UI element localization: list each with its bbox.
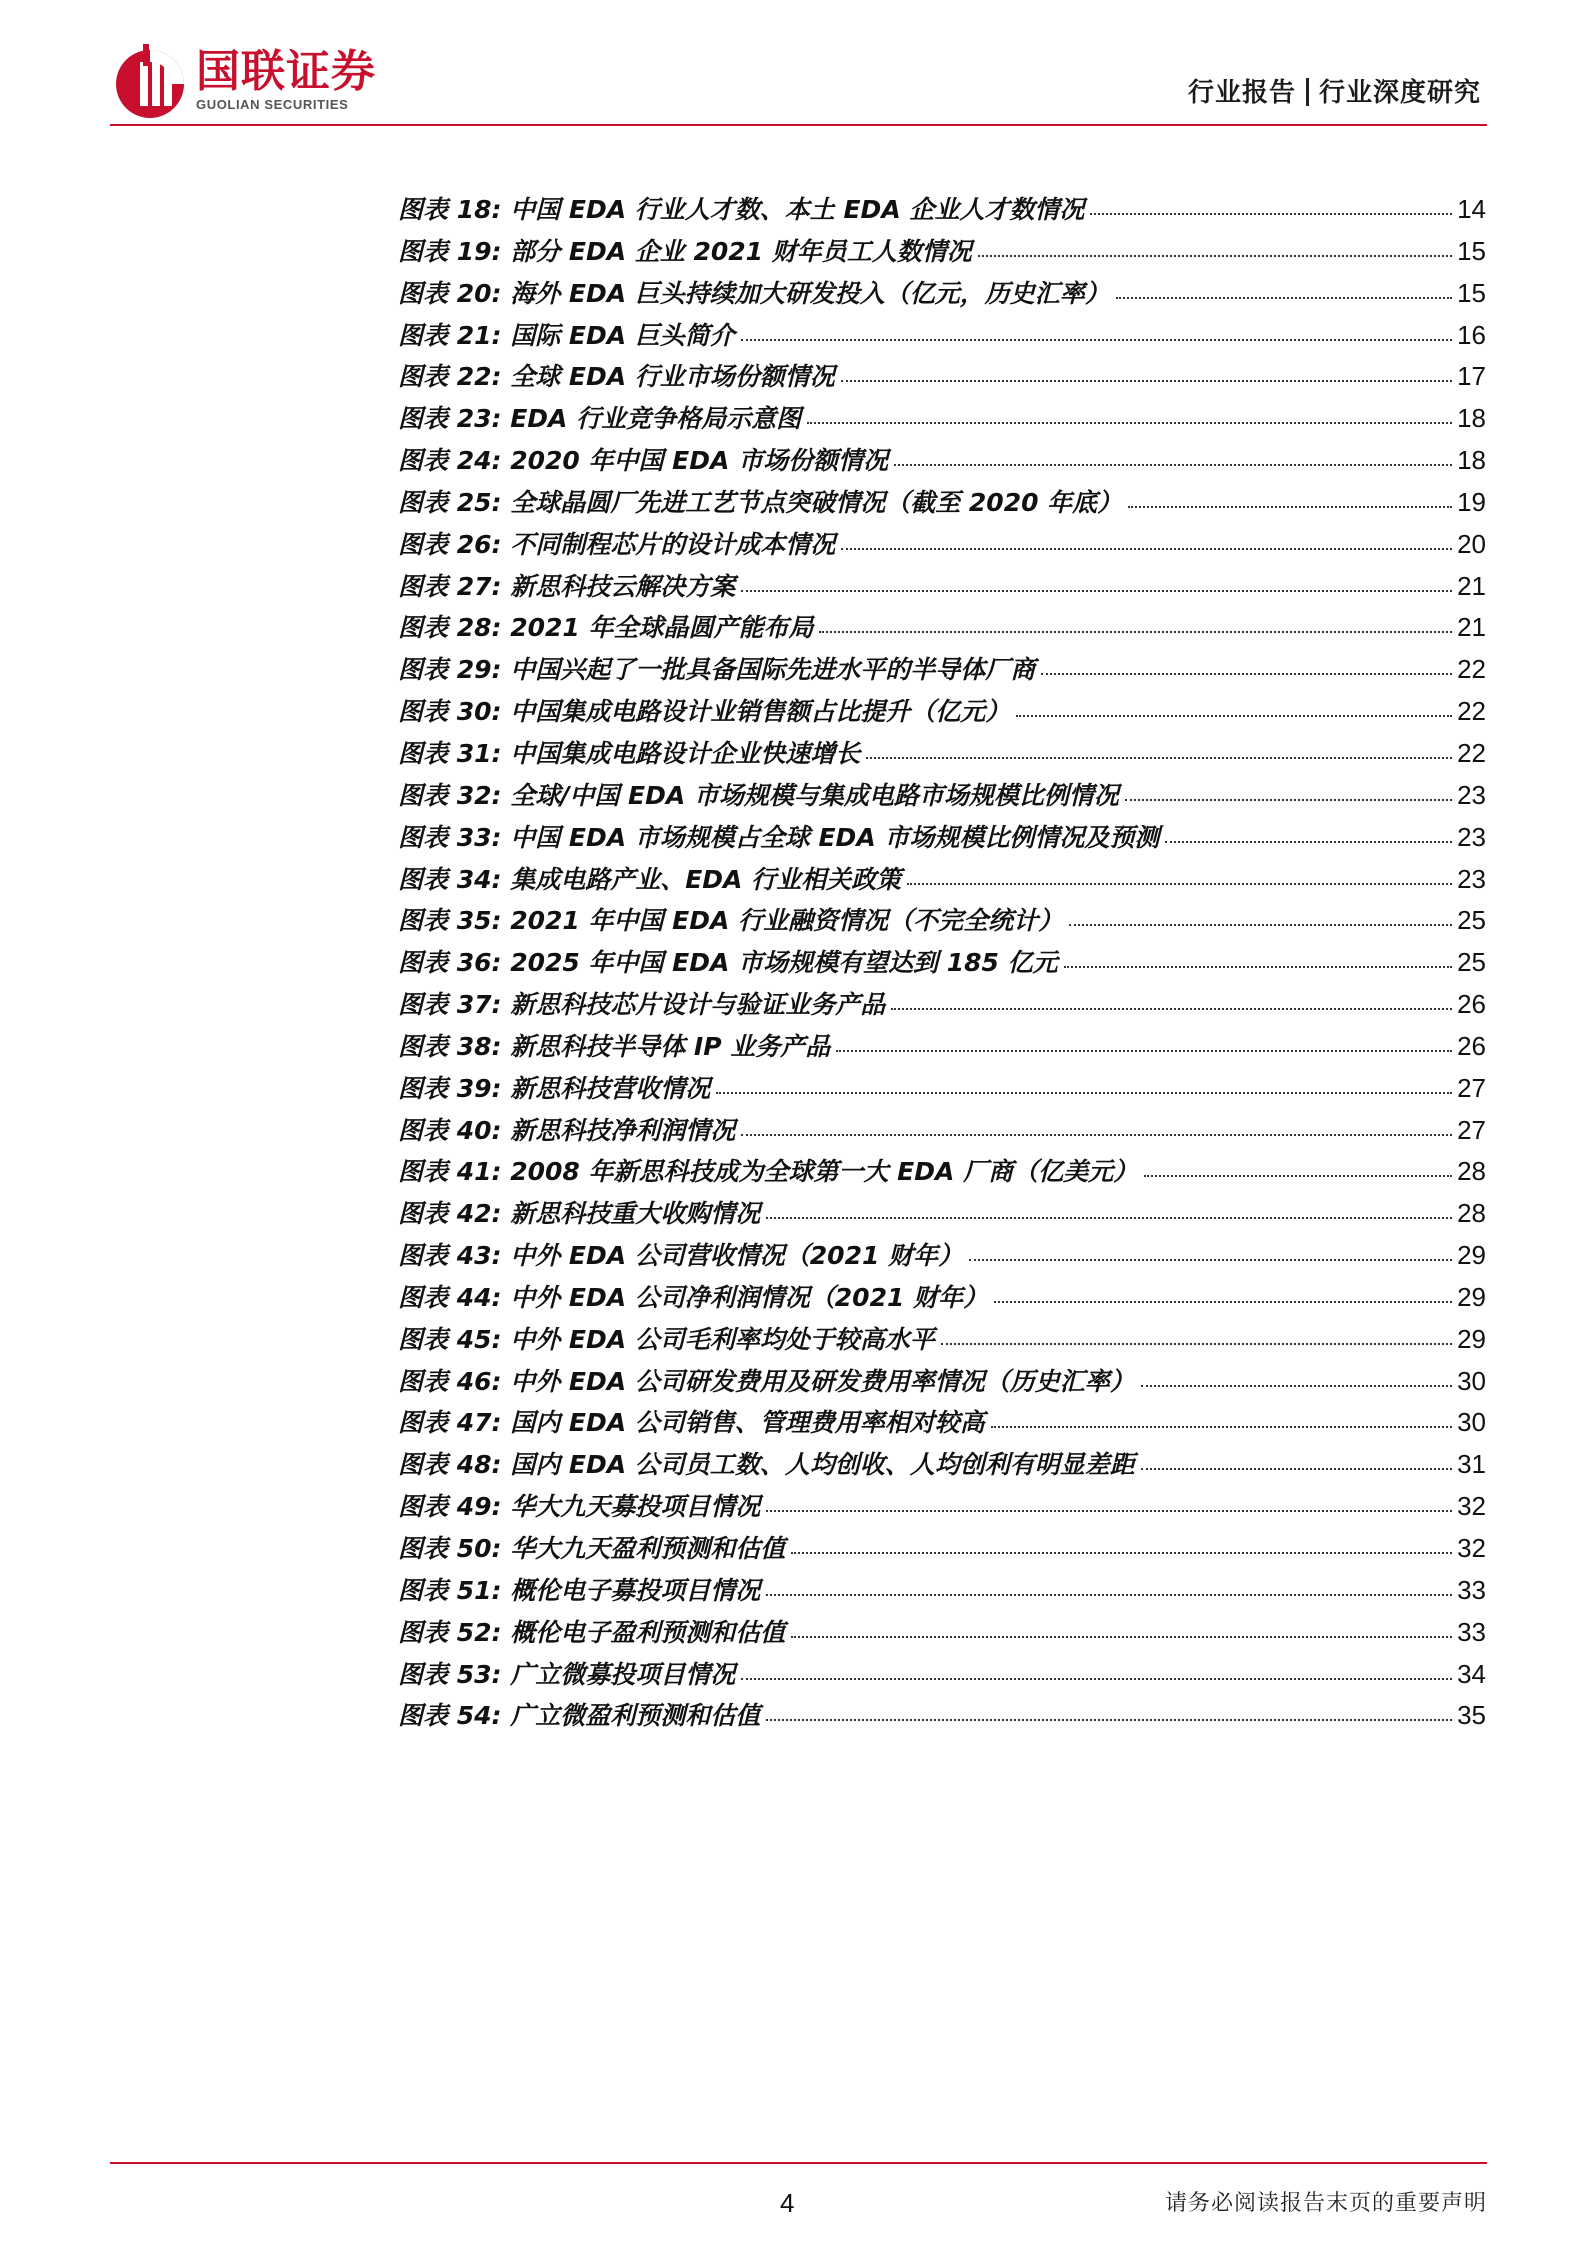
toc-entry[interactable] [398, 1529, 1486, 1571]
toc-entry-label: 图表 45: 中外 EDA 公司毛利率均处于较高水平 [398, 1324, 935, 1354]
report-category [1188, 72, 1481, 109]
toc-entry[interactable] [398, 650, 1486, 692]
toc-entry-page: 33 [1457, 1616, 1486, 1647]
toc-entry-page: 21 [1457, 612, 1486, 643]
toc-entry-page: 31 [1457, 1449, 1486, 1480]
toc-entry-label: 图表 50: 华大九天盈利预测和估值 [398, 1534, 786, 1563]
footer-disclaimer: 请务必阅读报告末页的重要声明 [1164, 2191, 1487, 2216]
toc-entry-label: 图表 27: 新思科技云解决方案 [398, 571, 736, 601]
toc-entry-page: 27 [1457, 1072, 1486, 1103]
toc-entry[interactable] [398, 1655, 1486, 1697]
toc-entry[interactable] [398, 190, 1486, 232]
toc-dot-leader [1116, 297, 1452, 299]
toc-entry-page: 25 [1457, 905, 1486, 936]
toc-entry[interactable] [398, 1278, 1486, 1320]
toc-entry[interactable] [398, 901, 1486, 943]
toc-entry-label: 图表 53: 广立微募投项目情况 [398, 1659, 736, 1689]
toc-dot-leader [791, 1636, 1452, 1638]
figure-table-of-contents [398, 190, 1486, 1738]
toc-dot-leader [1141, 1468, 1452, 1470]
toc-dot-leader [891, 1008, 1452, 1010]
toc-entry[interactable] [398, 1027, 1486, 1069]
toc-entry[interactable] [398, 1236, 1486, 1278]
toc-entry-page: 23 [1457, 821, 1486, 852]
toc-entry[interactable] [398, 1069, 1486, 1111]
toc-dot-leader [1016, 715, 1452, 717]
toc-entry-label: 图表 30: 中国集成电路设计业销售额占比提升（亿元） [398, 697, 1011, 727]
toc-entry-label: 图表 39: 新思科技营收情况 [398, 1073, 711, 1103]
toc-dot-leader [1125, 799, 1452, 801]
toc-entry-label: 图表 46: 中外 EDA 公司研发费用及研发费用率情况（历史汇率） [398, 1366, 1135, 1396]
toc-entry-page: 29 [1457, 1281, 1486, 1312]
toc-dot-leader [766, 1719, 1452, 1721]
toc-entry-page: 32 [1457, 1491, 1486, 1522]
toc-entry-page: 30 [1457, 1407, 1486, 1438]
toc-dot-leader [819, 631, 1452, 633]
toc-dot-leader [991, 1426, 1452, 1428]
toc-dot-leader [841, 548, 1452, 550]
toc-entry[interactable] [398, 357, 1486, 399]
toc-entry-label: 图表 48: 国内 EDA 公司员工数、人均创收、人均创利有明显差距 [398, 1450, 1135, 1480]
toc-entry[interactable] [398, 1320, 1486, 1362]
toc-entry-label: 图表 35: 2021 年中国 EDA 行业融资情况（不完全统计） [398, 906, 1064, 936]
toc-entry-page: 22 [1457, 654, 1486, 685]
toc-entry-page: 27 [1457, 1114, 1486, 1145]
toc-entry[interactable] [398, 1696, 1486, 1738]
toc-dot-leader [741, 339, 1452, 341]
toc-entry[interactable] [398, 567, 1486, 609]
toc-entry-label: 图表 36: 2025 年中国 EDA 市场规模有望达到 185 亿元 [398, 948, 1058, 978]
logo-chinese-name: 国联证券 [196, 45, 376, 97]
toc-entry-label: 图表 32: 全球/中国 EDA 市场规模与集成电路市场规模比例情况 [398, 780, 1119, 810]
toc-entry[interactable] [398, 232, 1486, 274]
page-number: 4 [780, 2188, 795, 2218]
toc-entry-page: 25 [1457, 947, 1486, 978]
toc-dot-leader [766, 1594, 1452, 1596]
toc-entry-page: 21 [1457, 570, 1486, 601]
toc-entry-page: 15 [1457, 235, 1486, 266]
toc-entry-page: 23 [1457, 779, 1486, 810]
toc-entry-label: 图表 31: 中国集成电路设计企业快速增长 [398, 738, 861, 768]
toc-entry-label: 图表 40: 新思科技净利润情况 [398, 1115, 736, 1145]
toc-entry-page: 33 [1457, 1574, 1486, 1605]
toc-dot-leader [1128, 506, 1452, 508]
toc-entry-label: 图表 23: EDA 行业竞争格局示意图 [398, 404, 802, 434]
toc-entry[interactable] [398, 274, 1486, 316]
toc-dot-leader [791, 1552, 1452, 1554]
report-subtype: 行业深度研究 [1318, 78, 1481, 108]
toc-entry-label: 图表 47: 国内 EDA 公司销售、管理费用率相对较高 [398, 1408, 985, 1438]
page-header [110, 40, 1487, 124]
toc-dot-leader [978, 255, 1452, 257]
toc-dot-leader [1144, 1175, 1452, 1177]
footer-divider [110, 2162, 1487, 2164]
toc-entry-page: 26 [1457, 1030, 1486, 1061]
toc-entry-label: 图表 28: 2021 年全球晶圆产能布局 [398, 613, 814, 643]
logo-english-name: GUOLIAN SECURITIES [196, 96, 349, 112]
toc-entry-page: 18 [1457, 403, 1486, 434]
toc-dot-leader [1090, 213, 1452, 215]
toc-entry-label: 图表 37: 新思科技芯片设计与验证业务产品 [398, 990, 886, 1020]
toc-entry-page: 26 [1457, 989, 1486, 1020]
toc-entry[interactable] [398, 943, 1486, 985]
toc-entry-label: 图表 21: 国际 EDA 巨头简介 [398, 320, 735, 350]
toc-entry-page: 32 [1457, 1533, 1486, 1563]
toc-dot-leader [1069, 924, 1452, 926]
toc-entry[interactable] [398, 316, 1486, 358]
toc-dot-leader [841, 380, 1452, 382]
toc-entry[interactable] [398, 1152, 1486, 1194]
toc-entry[interactable] [398, 608, 1486, 650]
toc-entry-page: 30 [1457, 1365, 1486, 1396]
toc-entry-label: 图表 49: 华大九天募投项目情况 [398, 1492, 761, 1522]
toc-entry[interactable] [398, 1111, 1486, 1153]
toc-entry-label: 图表 33: 中国 EDA 市场规模占全球 EDA 市场规模比例情况及预测 [398, 822, 1160, 852]
toc-dot-leader [894, 464, 1452, 466]
toc-entry-label: 图表 51: 概伦电子募投项目情况 [398, 1575, 761, 1605]
toc-dot-leader [766, 1510, 1452, 1512]
toc-entry[interactable] [398, 441, 1486, 483]
toc-entry-label: 图表 18: 中国 EDA 行业人才数、本土 EDA 企业人才数情况 [398, 195, 1085, 224]
toc-entry[interactable] [398, 818, 1486, 860]
toc-entry[interactable] [398, 399, 1486, 441]
toc-entry[interactable] [398, 1613, 1486, 1655]
toc-entry-page: 29 [1457, 1240, 1486, 1271]
toc-entry[interactable] [398, 776, 1486, 818]
toc-entry[interactable] [398, 1445, 1486, 1487]
toc-entry[interactable] [398, 1403, 1486, 1445]
toc-dot-leader [741, 1678, 1452, 1680]
toc-entry[interactable] [398, 1194, 1486, 1236]
toc-entry-label: 图表 54: 广立微盈利预测和估值 [398, 1701, 761, 1731]
toc-entry-label: 图表 26: 不同制程芯片的设计成本情况 [398, 529, 836, 559]
header-divider [110, 124, 1487, 126]
toc-entry-label: 图表 42: 新思科技重大收购情况 [398, 1199, 761, 1229]
toc-entry-label: 图表 52: 概伦电子盈利预测和估值 [398, 1617, 786, 1647]
toc-entry[interactable] [398, 1362, 1486, 1404]
toc-dot-leader [741, 1134, 1452, 1136]
company-logo [110, 40, 376, 120]
toc-entry-page: 22 [1457, 696, 1486, 727]
toc-dot-leader [1165, 841, 1452, 843]
toc-entry[interactable] [398, 1487, 1486, 1529]
toc-dot-leader [1141, 1385, 1452, 1387]
toc-dot-leader [807, 422, 1452, 424]
toc-dot-leader [969, 1259, 1452, 1261]
guolian-logo-icon [110, 40, 190, 120]
toc-entry-page: 28 [1457, 1156, 1486, 1187]
toc-entry-page: 28 [1457, 1198, 1486, 1229]
toc-entry-label: 图表 29: 中国兴起了一批具备国际先进水平的半导体厂商 [398, 655, 1036, 685]
toc-entry[interactable] [398, 483, 1486, 525]
toc-entry-label: 图表 43: 中外 EDA 公司营收情况（2021 财年） [398, 1241, 964, 1271]
toc-entry[interactable] [398, 1571, 1486, 1613]
toc-entry-label: 图表 24: 2020 年中国 EDA 市场份额情况 [398, 446, 889, 476]
toc-entry-label: 图表 20: 海外 EDA 巨头持续加大研发投入（亿元，历史汇率） [398, 278, 1110, 308]
toc-entry[interactable] [398, 692, 1486, 734]
toc-entry-label: 图表 34: 集成电路产业、EDA 行业相关政策 [398, 864, 902, 894]
toc-dot-leader [907, 883, 1452, 885]
toc-entry-page: 20 [1457, 528, 1486, 559]
toc-entry-page: 34 [1457, 1658, 1486, 1689]
toc-entry[interactable] [398, 734, 1486, 776]
toc-dot-leader [741, 590, 1452, 592]
toc-entry-page: 14 [1457, 194, 1486, 224]
toc-entry-label: 图表 22: 全球 EDA 行业市场份额情况 [398, 362, 835, 392]
toc-dot-leader [866, 757, 1452, 759]
header-separator [1306, 78, 1309, 106]
toc-entry[interactable] [398, 860, 1486, 902]
toc-dot-leader [941, 1343, 1452, 1345]
toc-entry-label: 图表 41: 2008 年新思科技成为全球第一大 EDA 厂商（亿美元） [398, 1157, 1139, 1187]
toc-entry-label: 图表 44: 中外 EDA 公司净利润情况（2021 财年） [398, 1282, 989, 1312]
toc-entry-page: 15 [1457, 277, 1486, 308]
toc-entry-page: 18 [1457, 445, 1486, 476]
toc-dot-leader [994, 1301, 1452, 1303]
toc-entry[interactable] [398, 985, 1486, 1027]
toc-dot-leader [766, 1217, 1452, 1219]
toc-entry-page: 22 [1457, 737, 1486, 768]
toc-entry-label: 图表 19: 部分 EDA 企业 2021 财年员工人数情况 [398, 236, 972, 266]
toc-dot-leader [836, 1050, 1452, 1052]
toc-entry[interactable] [398, 525, 1486, 567]
toc-entry-page: 16 [1457, 319, 1486, 350]
toc-entry-page: 17 [1457, 361, 1486, 392]
toc-entry-page: 29 [1457, 1323, 1486, 1354]
toc-entry-page: 23 [1457, 863, 1486, 894]
toc-dot-leader [716, 1092, 1452, 1094]
toc-entry-label: 图表 38: 新思科技半导体 IP 业务产品 [398, 1031, 831, 1061]
report-type: 行业报告 [1187, 78, 1296, 108]
toc-dot-leader [1064, 966, 1452, 968]
toc-dot-leader [1041, 673, 1452, 675]
toc-entry-label: 图表 25: 全球晶圆厂先进工艺节点突破情况（截至 2020 年底） [398, 487, 1123, 517]
toc-entry-page: 19 [1457, 486, 1486, 517]
toc-entry-page: 35 [1457, 1700, 1486, 1731]
